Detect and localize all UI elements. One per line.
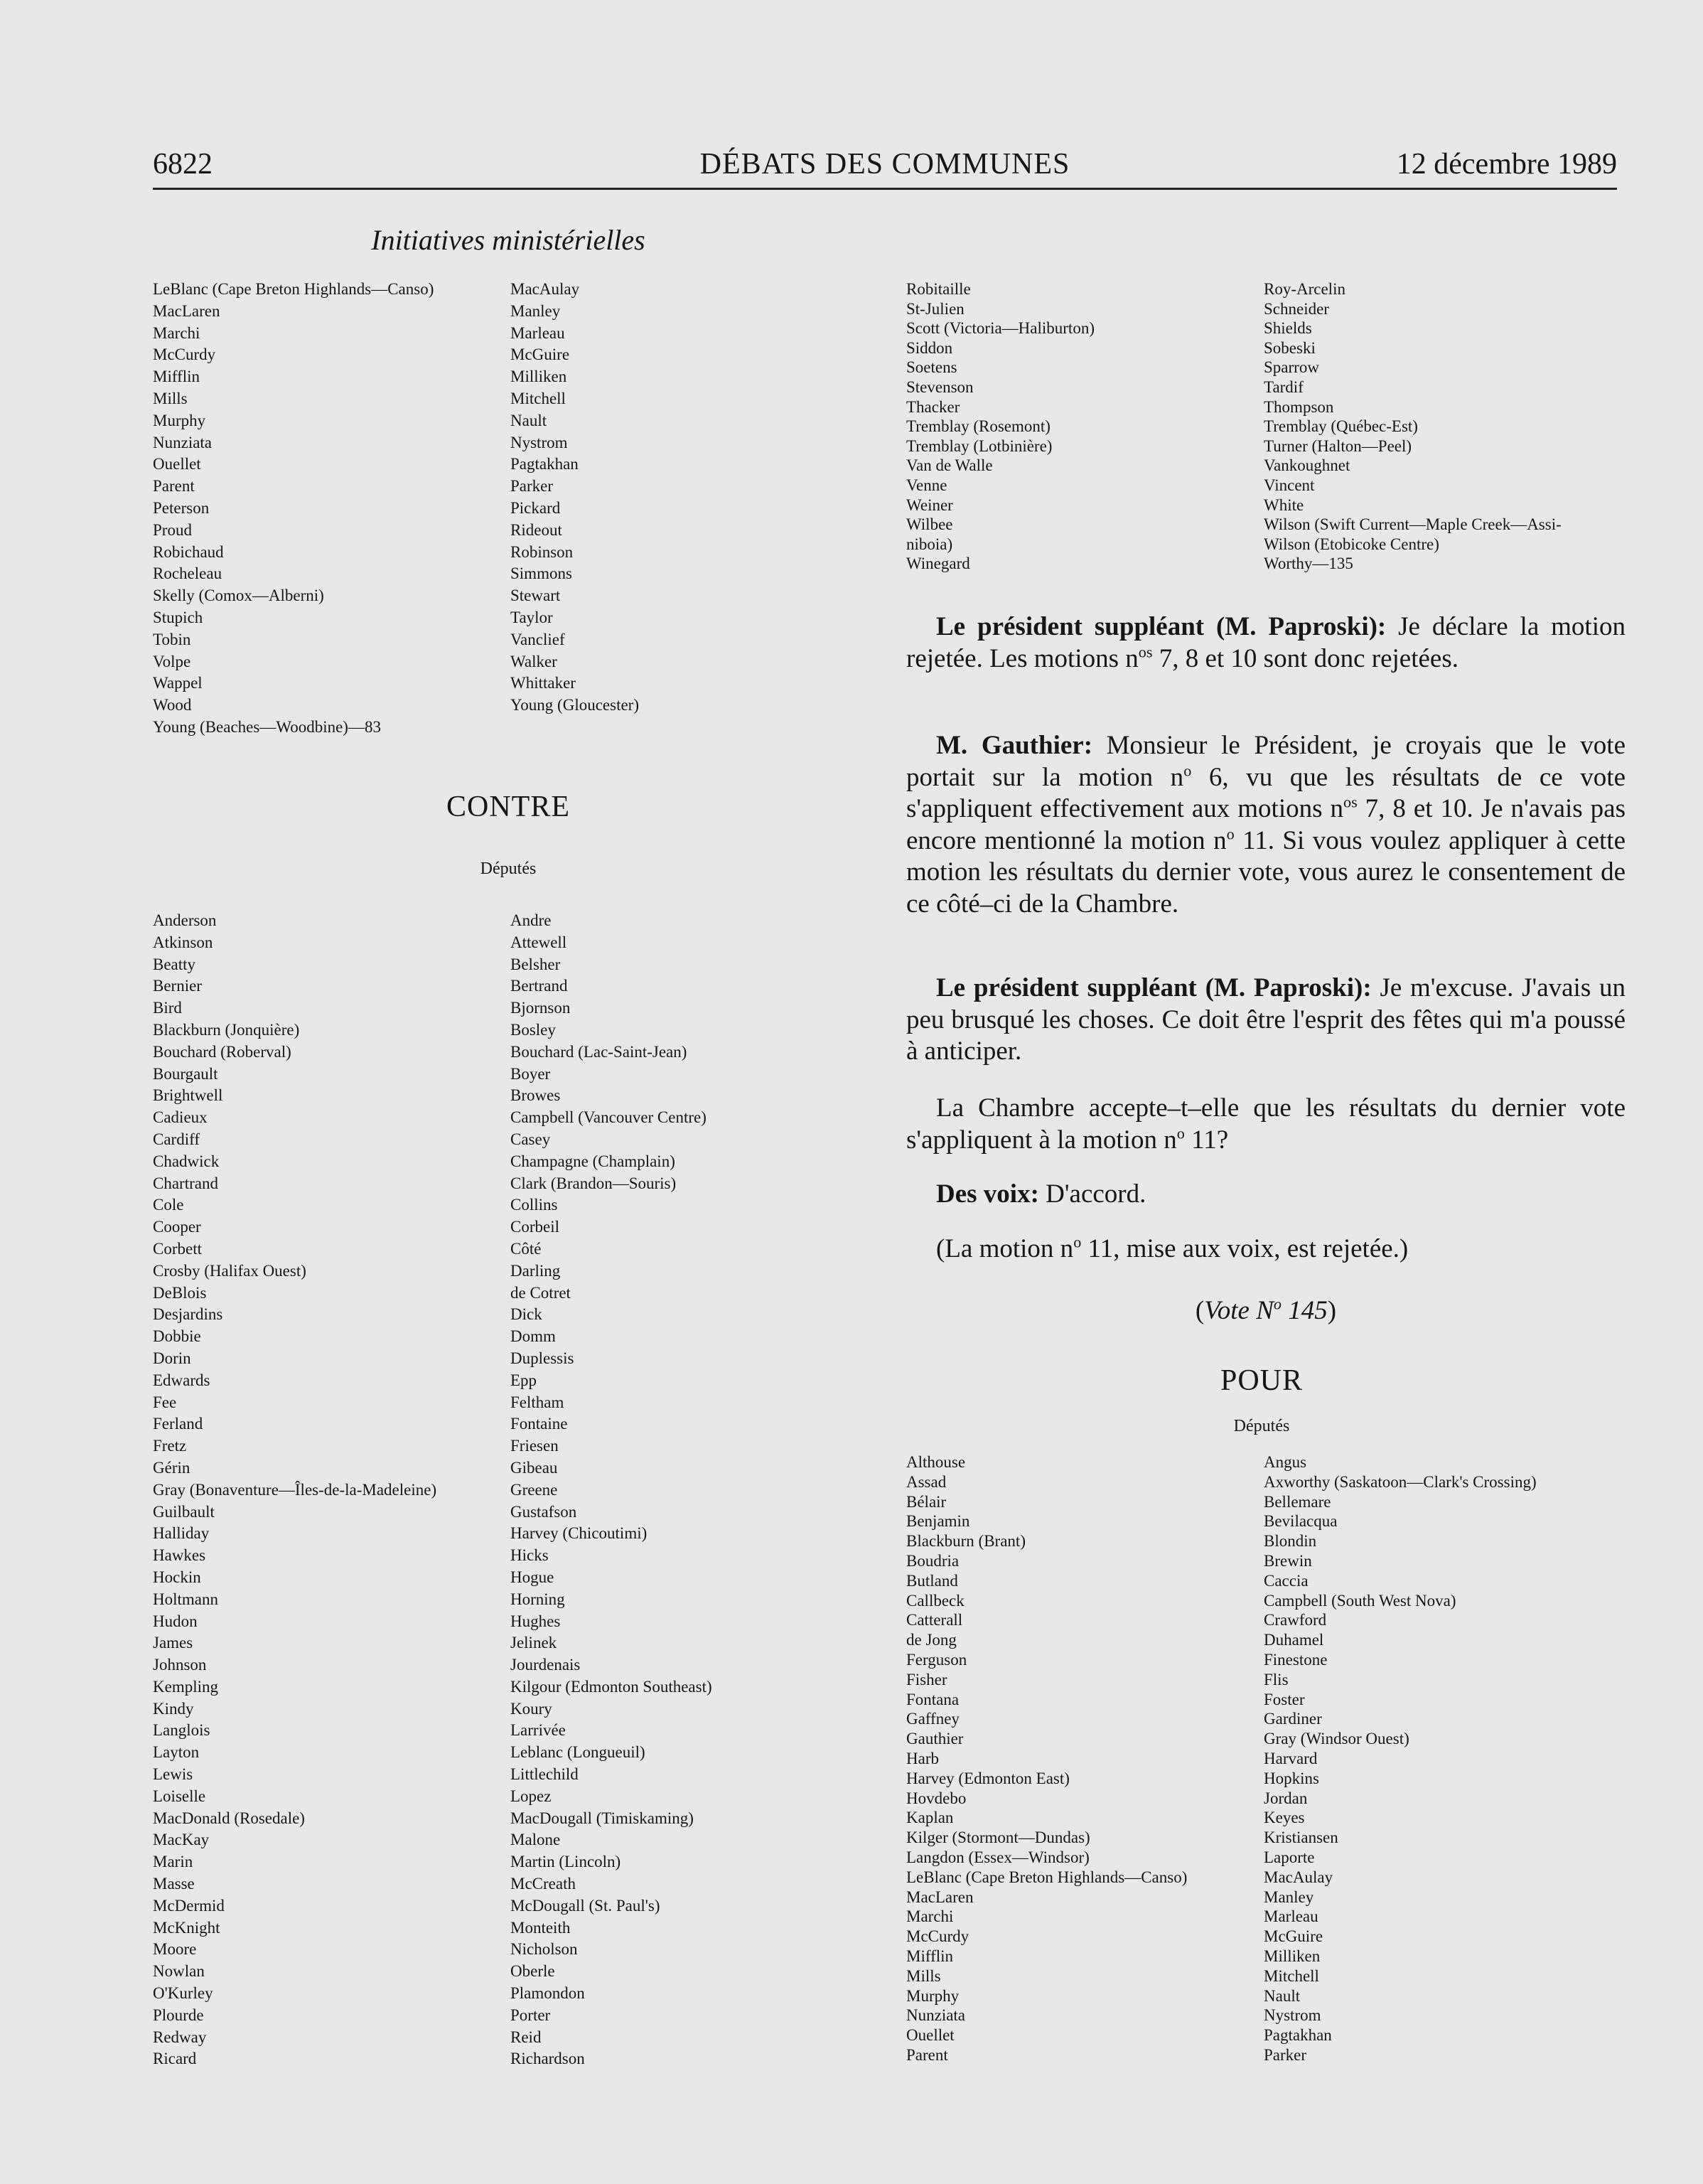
member-name: Worthy—135 [1264,555,1353,573]
member-name: Dick [510,1305,542,1324]
member-name: Leblanc (Longueuil) [510,1743,645,1762]
member-name: Sobeski [1264,338,1316,357]
member-name: Wilson (Etobicoke Centre) [1264,535,1439,553]
member-name: Collins [510,1196,558,1214]
member-name: Venne [906,476,947,494]
member-name: Ouellet [153,455,201,473]
member-name: Parent [153,477,195,496]
member-name: Harvey (Edmonton East) [906,1769,1070,1787]
member-name: McDermid [153,1896,225,1915]
member-name: Fisher [906,1670,947,1688]
member-name: Gibeau [510,1458,558,1477]
contre-list-col1 [153,910,436,2070]
page-number: 6822 [153,148,213,181]
member-name: Flis [1264,1670,1289,1688]
member-name: Bourgault [153,1064,218,1083]
member-name: Cardiff [153,1130,200,1148]
pour-vote145-col1 [906,1452,1187,2065]
member-name: Hicks [510,1546,549,1565]
member-name: Gérin [153,1458,190,1477]
member-name: Belsher [510,955,561,973]
member-name: Blondin [1264,1532,1317,1551]
pour-list-col1 [153,279,434,739]
member-name: Malone [510,1831,561,1849]
member-name: Hawkes [153,1546,206,1565]
member-name: Volpe [153,652,191,670]
member-name: Stewart [510,587,561,605]
page-date: 12 décembre 1989 [1396,148,1617,181]
member-name: Murphy [153,411,206,429]
member-name: Crosby (Halifax Ouest) [153,1261,306,1280]
member-name: Nunziata [906,2006,966,2025]
member-name: Harvey (Chicoutimi) [510,1524,648,1543]
member-name: Kempling [153,1677,218,1696]
member-name: Kaplan [906,1809,954,1827]
member-name: Ferland [153,1415,203,1433]
member-name: Schneider [1264,299,1329,318]
member-name: Robitaille [906,280,971,298]
member-name: Young (Gloucester) [510,696,640,714]
member-name: Campbell (South West Nova) [1264,1591,1456,1610]
member-name: Shields [1264,319,1312,338]
member-name: Vincent [1264,476,1315,494]
member-name: Soetens [906,358,957,377]
member-name: Pickard [510,498,561,517]
member-name: Browes [510,1086,561,1105]
member-name: MacAulay [510,280,580,298]
member-name: Kilgour (Edmonton Southeast) [510,1677,712,1696]
pour-subheading: Députés [1233,1417,1290,1435]
member-name: Young (Beaches—Woodbine)—83 [153,717,381,736]
member-name: Parker [1264,2045,1307,2064]
member-name: Cadieux [153,1108,208,1127]
member-name: Larrivée [510,1721,566,1740]
member-name: Nystrom [1264,2006,1321,2025]
speech-text: 11, mise aux voix, est rejetée.) [1081,1234,1409,1263]
member-name: Nowlan [153,1962,205,1981]
member-name: Assad [906,1472,947,1491]
member-name: Cooper [153,1218,201,1236]
contre-subheading: Députés [480,860,537,878]
member-name: Turner (Halton—Peel) [1264,437,1412,455]
member-name: Bernier [153,977,202,995]
member-name: Mitchell [510,389,566,407]
member-name: Lewis [153,1765,193,1784]
member-name: Mills [153,389,188,407]
member-name: Edwards [153,1371,210,1389]
speech-text: 6, vu que les résultats de ce vote s'appliquent effectivement aux motions n [906,762,1626,823]
member-name: Hughes [510,1612,561,1630]
header-rule [153,188,1617,190]
member-name: Catterall [906,1611,963,1629]
member-name: Stevenson [906,378,974,396]
member-name: Parent [906,2045,948,2064]
member-name: Bird [153,999,182,1017]
member-name: Jourdenais [510,1656,581,1674]
superscript: o [1273,1295,1282,1313]
speech-text: Je m'excuse. J'avais un peu brusqué les choses. Ce doit être l'esprit des fêtes qui m'a poussé à anticiper. [906,973,1626,1066]
member-name: Axworthy (Saskatoon—Clark's Crossing) [1264,1472,1537,1491]
member-name: Ouellet [906,2026,955,2045]
contre-continued-col2 [1264,279,1562,574]
member-name: Oberle [510,1962,555,1981]
member-name: niboia) [906,535,953,553]
pour-list-col2 [510,279,639,717]
member-name: Tremblay (Québec-Est) [1264,417,1418,436]
member-name: MacDonald (Rosedale) [153,1809,305,1827]
speech-text: 11? [1184,1125,1229,1155]
member-name: Champagne (Champlain) [510,1152,675,1170]
speech-text: Je déclare la motion rejetée. Les motions n [906,612,1626,673]
member-name: Richardson [510,2050,585,2068]
member-name: Bélair [906,1492,947,1511]
superscript: o [1226,825,1235,843]
member-name: Martin (Lincoln) [510,1853,621,1871]
member-name: Boyer [510,1064,551,1083]
member-name: McCreath [510,1875,576,1893]
member-name: Brewin [1264,1551,1312,1570]
member-name: Proud [153,520,192,539]
member-name: Pagtakhan [510,455,579,473]
member-name: Mifflin [153,368,200,386]
member-name: Callbeck [906,1591,965,1610]
member-name: Keyes [1264,1809,1305,1827]
speech-text: 7, 8 et 10. Je n'avais pas encore mentionné la motion n [906,794,1626,855]
member-name: Finestone [1264,1650,1328,1669]
speaker-name: Le président suppléant (M. Paproski): [936,612,1387,641]
member-name: Vankoughnet [1264,456,1350,475]
member-name: Atkinson [153,933,213,951]
member-name: Greene [510,1480,558,1499]
member-name: Kindy [153,1699,194,1718]
member-name: Marin [153,1853,193,1871]
member-name: McGuire [510,346,570,364]
member-name: McCurdy [153,346,216,364]
member-name: Plourde [153,2006,204,2024]
member-name: Whittaker [510,674,576,692]
member-name: Langdon (Essex—Windsor) [906,1848,1090,1866]
member-name: Gray (Bonaventure—Îles-de-la-Madeleine) [153,1480,437,1499]
member-name: Tardif [1264,378,1304,396]
member-name: Brightwell [153,1086,223,1105]
member-name: Milliken [510,368,567,386]
contre-list-col2 [510,910,712,2070]
member-name: Domm [510,1327,556,1346]
member-name: Attewell [510,933,567,951]
superscript: o [1073,1233,1082,1251]
member-name: Anderson [153,911,217,929]
member-name: Taylor [510,608,553,626]
member-name: Clark (Brandon—Souris) [510,1174,677,1192]
member-name: Loiselle [153,1787,206,1805]
member-name: Nunziata [153,433,213,451]
publication-title: DÉBATS DES COMMUNES [699,148,1070,181]
vote-label: Vote N [1204,1296,1274,1325]
member-name: Mills [906,1966,941,1985]
member-name: Masse [153,1875,195,1893]
member-name: Weiner [906,496,953,514]
speech-text: 11. Si vous voulez appliquer à cette motion les résultats du dernier vote, vous aurez le consentement de ce côté–ci de la Chambre. [906,825,1626,919]
member-name: Côté [510,1239,542,1258]
member-name: Manley [510,301,561,320]
member-name: MacDougall (Timiskaming) [510,1809,694,1827]
superscript: os [1343,793,1358,811]
member-name: Robinson [510,542,574,561]
member-name: Manley [1264,1888,1314,1906]
member-name: Chartrand [153,1174,218,1192]
member-name: Boudria [906,1551,960,1570]
member-name: Thacker [906,397,960,416]
member-name: Skelly (Comox—Alberni) [153,587,324,605]
member-name: Bellemare [1264,1492,1331,1511]
member-name: Bouchard (Roberval) [153,1042,291,1061]
member-name: Koury [510,1699,552,1718]
member-name: Milliken [1264,1947,1321,1965]
member-name: Thompson [1264,397,1334,416]
speaker-name: Des voix: [936,1179,1039,1209]
member-name: Jelinek [510,1634,557,1652]
member-name: Marleau [510,323,565,342]
member-name: James [153,1634,193,1652]
member-name: MacAulay [1264,1868,1333,1886]
speech-text: La Chambre accepte–t–elle que les résultats du dernier vote s'appliquent à la motion n [906,1093,1626,1155]
member-name: LeBlanc (Cape Breton Highlands—Canso) [153,280,434,298]
speaker-name: M. Gauthier: [936,731,1093,760]
member-name: Simmons [510,564,572,583]
member-name: Mifflin [906,1947,954,1965]
member-name: Wilbee [906,515,953,534]
contre-continued-col1 [906,279,1095,574]
member-name: Kristiansen [1264,1829,1338,1847]
member-name: Epp [510,1371,537,1389]
member-name: Stupich [153,608,203,626]
pour-vote145-col2 [1264,1452,1537,2065]
member-name: Crawford [1264,1611,1327,1629]
member-name: Lopez [510,1787,552,1805]
member-name: Monteith [510,1918,571,1937]
member-name: Robichaud [153,542,224,561]
member-name: Mitchell [1264,1966,1319,1985]
member-name: Guilbault [153,1502,215,1521]
pour-heading: POUR [1220,1364,1304,1397]
member-name: Chadwick [153,1152,220,1170]
member-name: Nault [1264,1986,1301,2005]
member-name: Tremblay (Rosemont) [906,417,1051,436]
member-name: McDougall (St. Paul's) [510,1896,660,1915]
member-name: Van de Walle [906,456,993,475]
member-name: Fretz [153,1437,187,1455]
member-name: Feltham [510,1393,564,1411]
member-name: Gaffney [906,1710,960,1728]
member-name: Hockin [153,1568,201,1586]
member-name: Winegard [906,555,970,573]
member-name: Blackburn (Jonquière) [153,1020,300,1039]
member-name: Tobin [153,630,191,648]
member-name: Nault [510,411,547,429]
member-name: Darling [510,1261,561,1280]
member-name: Layton [153,1743,200,1762]
member-name: Caccia [1264,1571,1309,1590]
member-name: Laporte [1264,1848,1315,1866]
member-name: Langlois [153,1721,210,1740]
paragraph-voices [906,1179,1626,1211]
member-name: Bouchard (Lac-Saint-Jean) [510,1042,687,1061]
member-name: Moore [153,1940,197,1959]
member-name: Fontana [906,1690,960,1708]
member-name: Cole [153,1196,184,1214]
member-name: Benjamin [906,1512,970,1531]
speech-text: D'accord. [1038,1179,1146,1209]
member-name: Murphy [906,1986,960,2005]
member-name: Rideout [510,520,562,539]
member-name: Walker [510,652,557,670]
member-name: Harb [906,1749,939,1767]
member-name: LeBlanc (Cape Breton Highlands—Canso) [906,1868,1188,1886]
member-name: Wood [153,696,192,714]
member-name: Friesen [510,1437,559,1455]
member-name: Duhamel [1264,1631,1324,1649]
speech-text: 7, 8 et 10 sont donc rejetées. [1152,643,1458,673]
paragraph-speaker-3 [906,973,1626,1068]
member-name: Hopkins [1264,1769,1319,1787]
member-name: Bertrand [510,977,568,995]
member-name: Marchi [906,1907,954,1926]
member-name: Duplessis [510,1349,574,1367]
member-name: Gauthier [906,1730,964,1748]
member-name: Bosley [510,1020,556,1039]
member-name: Kilger (Stormont—Dundas) [906,1829,1090,1847]
member-name: Plamondon [510,1984,585,2003]
speech-text: (La motion n [936,1234,1074,1263]
member-name: Marleau [1264,1907,1318,1926]
member-name: St-Julien [906,299,965,318]
member-name: Rocheleau [153,564,222,583]
member-name: Ferguson [906,1650,967,1669]
member-name: Andre [510,911,552,929]
member-name: Pagtakhan [1264,2026,1332,2045]
section-title: Initiatives ministérielles [371,224,645,256]
member-name: Fee [153,1393,177,1411]
member-name: Ricard [153,2050,197,2068]
paragraph-motion-result [906,1233,1626,1265]
member-name: Reid [510,2028,542,2046]
member-name: Angus [1264,1453,1307,1471]
member-name: O'Kurley [153,1984,213,2003]
member-name: Wappel [153,674,203,692]
member-name: Corbeil [510,1218,559,1236]
member-name: Hogue [510,1568,554,1586]
member-name: Nystrom [510,433,568,451]
paragraph-question [906,1093,1626,1156]
member-name: MacKay [153,1831,210,1849]
member-name: Dorin [153,1349,191,1367]
member-name: Corbett [153,1239,202,1258]
member-name: Redway [153,2028,207,2046]
member-name: MacLaren [153,301,220,320]
member-name: Siddon [906,338,953,357]
member-name: Holtmann [153,1590,218,1608]
member-name: McCurdy [906,1927,969,1946]
member-name: Harvard [1264,1749,1318,1767]
member-name: Foster [1264,1690,1305,1708]
member-name: Beatty [153,955,196,973]
member-name: Nicholson [510,1940,578,1959]
member-name: de Jong [906,1631,957,1649]
member-name: Jordan [1264,1789,1308,1807]
member-name: Vanclief [510,630,565,648]
member-name: Scott (Victoria—Haliburton) [906,319,1095,338]
superscript: o [1176,1124,1185,1142]
member-name: Littlechild [510,1765,579,1784]
member-name: Bjornson [510,999,571,1017]
speech-text: Monsieur le Président, je croyais que le vote portait sur la motion n [906,731,1626,792]
member-name: MacLaren [906,1888,974,1906]
member-name: Bevilacqua [1264,1512,1338,1531]
member-name: White [1264,496,1304,514]
member-name: McGuire [1264,1927,1323,1946]
member-name: Desjardins [153,1305,223,1324]
member-name: Blackburn (Brant) [906,1532,1026,1551]
member-name: Wilson (Swift Current—Maple Creek—Assi- [1264,515,1562,534]
member-name: Gray (Windsor Ouest) [1264,1730,1409,1748]
vote-label: 145 [1281,1296,1328,1325]
member-name: Halliday [153,1524,210,1543]
member-name: Gardiner [1264,1710,1322,1728]
member-name: Dobbie [153,1327,201,1346]
member-name: Johnson [153,1656,207,1674]
member-name: Parker [510,477,554,496]
member-name: Campbell (Vancouver Centre) [510,1108,707,1127]
member-name: Marchi [153,323,200,342]
contre-heading: CONTRE [446,791,570,823]
member-name: Butland [906,1571,958,1590]
member-name: Tremblay (Lotbinière) [906,437,1053,455]
member-name: Hovdebo [906,1789,967,1807]
superscript: o [1183,761,1192,780]
member-name: Casey [510,1130,551,1148]
vote-number: (Vote $N^o$ 145) [1195,1295,1337,1325]
member-name: DeBlois [153,1283,207,1302]
member-name: Peterson [153,498,210,517]
member-name: McKnight [153,1918,220,1937]
running-header [153,142,1617,186]
paragraph-speaker-1 [906,611,1626,675]
member-name: Gustafson [510,1502,577,1521]
member-name: Hudon [153,1612,198,1630]
paragraph-speaker-2 [906,730,1626,920]
member-name: de Cotret [510,1283,571,1302]
member-name: Sparrow [1264,358,1319,377]
member-name: Fontaine [510,1415,568,1433]
member-name: Horning [510,1590,565,1608]
speaker-name: Le président suppléant (M. Paproski): [936,973,1372,1002]
member-name: Althouse [906,1453,966,1471]
member-name: Roy-Arcelin [1264,280,1345,298]
superscript: os [1138,643,1153,661]
member-name: Porter [510,2006,551,2024]
